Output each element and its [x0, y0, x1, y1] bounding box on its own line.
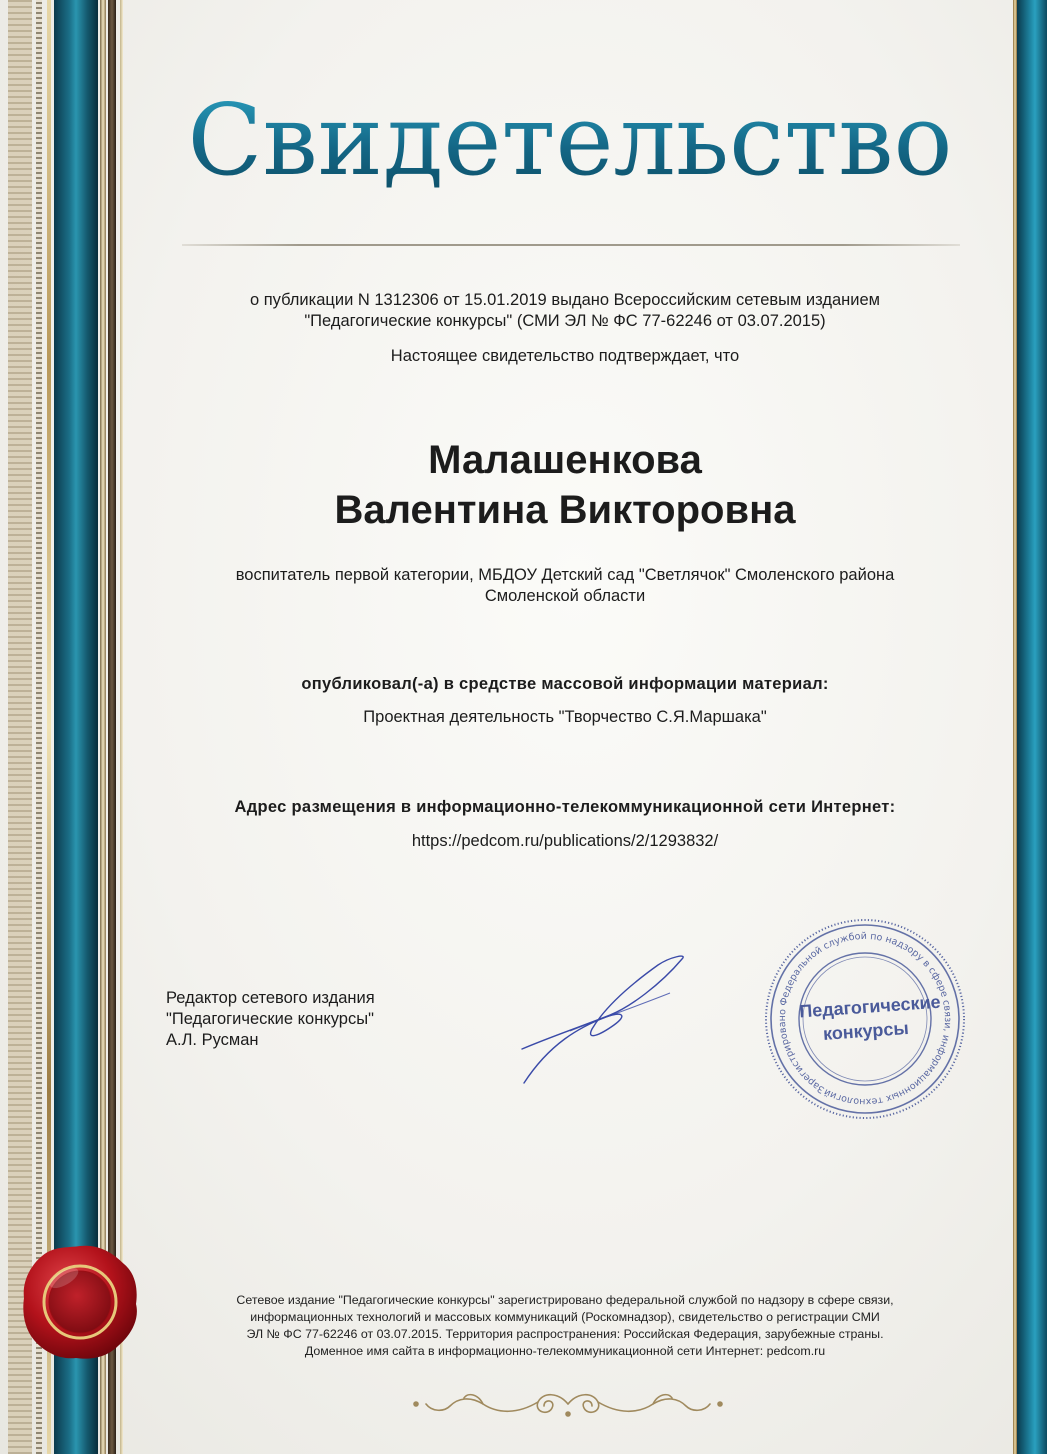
recipient-position-line: воспитатель первой категории, МБДОУ Детский сад "Светлячок" Смоленского района [235, 566, 895, 584]
address-url: https://pedcom.ru/publications/2/1293832/ [411, 832, 719, 850]
publication-info-line: "Педагогические конкурсы" (СМИ ЭЛ № ФС 77-62246 от 03.07.2015) [304, 312, 826, 330]
editor-name: А.Л. Русман [166, 1031, 259, 1049]
left-gold-stripe-inner [100, 0, 106, 1454]
material-title: Проектная деятельность "Творчество С.Я.Маршака" [363, 708, 767, 726]
editor-block [166, 988, 375, 1051]
editor-line: "Педагогические конкурсы" [166, 1010, 374, 1028]
stamp-center-line: конкурсы [822, 1018, 910, 1044]
registration-footer [170, 1292, 960, 1360]
left-light-stripe [120, 0, 123, 1454]
left-gold-stripe [47, 0, 51, 1454]
footer-ornament [398, 1384, 738, 1424]
left-teal-ribbon [54, 0, 98, 1454]
right-decorative-border [1013, 0, 1047, 1454]
wax-seal [20, 1242, 140, 1362]
footer-line: ЭЛ № ФС 77-62246 от 03.07.2015. Территория распространения: Российская Федерация, зарубежные страны. [246, 1327, 884, 1341]
footer-line: Сетевое издание "Педагогические конкурсы" зарегистрировано федеральной службой по надзору в сфере связи, [236, 1293, 894, 1307]
left-dark-stripe [108, 0, 116, 1454]
stamp-ring-text: Зарегистрировано Федеральной службой по надзору в сфере связи, информационных технологий [776, 930, 954, 1108]
publication-info-line: о публикации N 1312306 от 15.01.2019 выдано Всероссийским сетевым изданием [249, 291, 881, 309]
footer-line: информационных технологий и массовых коммуникаций (Роскомнадзор), свидетельство о регистрации СМИ [250, 1310, 880, 1324]
stamp-center-line: Педагогические [798, 991, 942, 1022]
editor-signature [510, 945, 695, 1090]
title-divider [182, 244, 960, 246]
left-decorative-border [0, 0, 150, 1454]
certificate-title: Свидетельство [160, 88, 980, 196]
editor-line: Редактор сетевого издания [166, 989, 375, 1007]
recipient-position-line: Смоленской области [484, 587, 646, 605]
right-teal-ribbon [1017, 0, 1047, 1454]
published-label: опубликовал(-а) в средстве массовой информации материал: [301, 675, 829, 693]
recipient-position [160, 565, 970, 607]
address-label: Адрес размещения в информационно-телекоммуникационной сети Интернет: [234, 798, 896, 816]
recipient-surname: Малашенкова [428, 438, 702, 482]
recipient-given-names: Валентина Викторовна [334, 488, 796, 532]
footer-line: Доменное имя сайта в информационно-телекоммуникационной сети Интернет: pedcom.ru [304, 1344, 826, 1358]
stamp-center-text [798, 991, 942, 1048]
left-ornament-pattern [8, 0, 32, 1454]
left-ornament-pattern-thin [36, 0, 42, 1454]
confirmation-text: Настоящее свидетельство подтверждает, что [390, 347, 740, 365]
publication-info [160, 290, 970, 332]
